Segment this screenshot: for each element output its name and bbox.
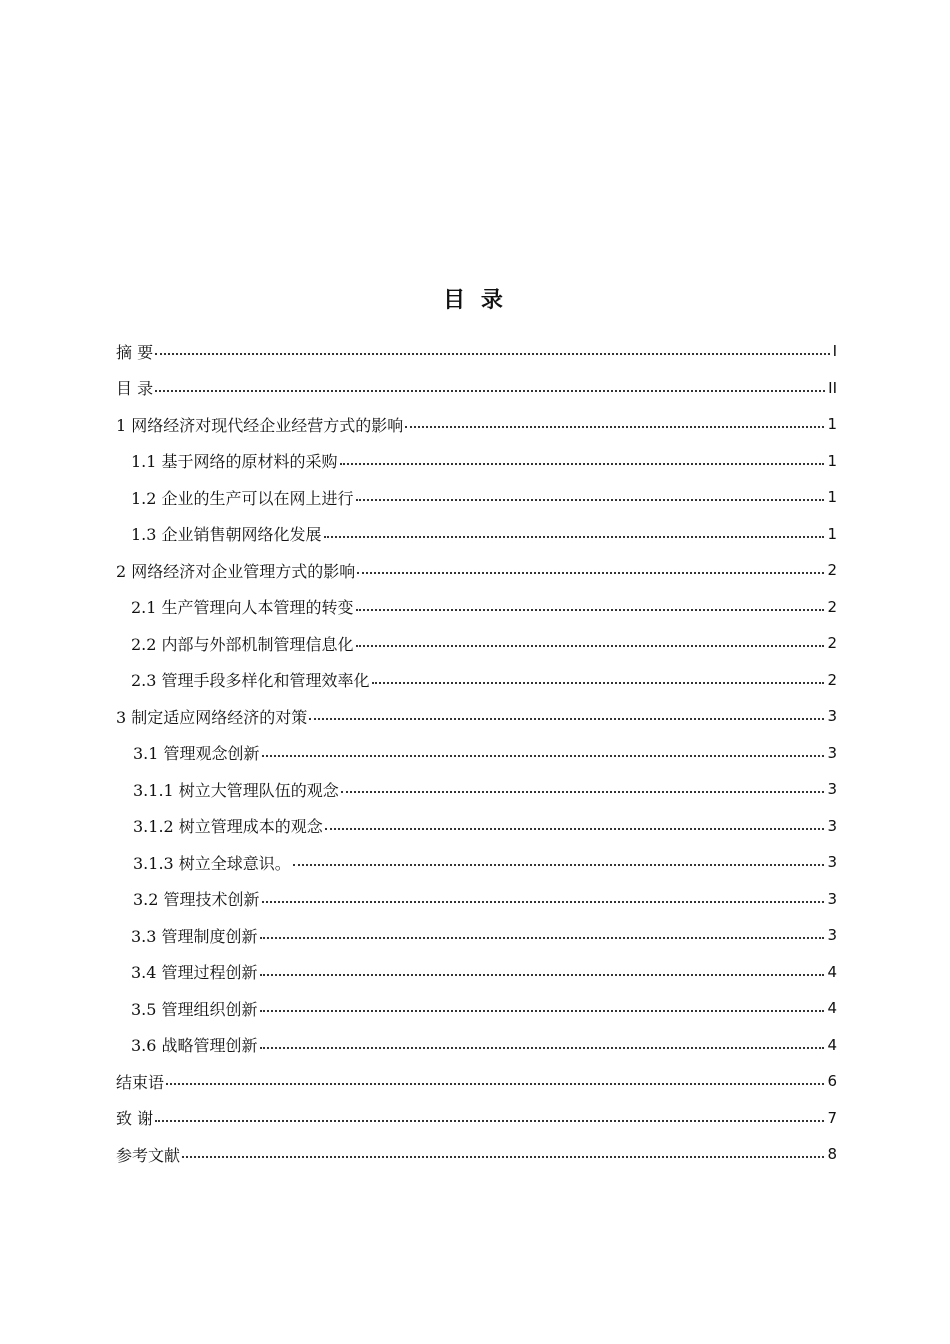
toc-entry-page-number: 3 xyxy=(827,853,837,872)
toc-entry-label: 1.2 企业的生产可以在网上进行 xyxy=(131,488,354,508)
toc-entry-label: 参考文献 xyxy=(116,1145,181,1165)
toc-entry-label: 2 网络经济对企业管理方式的影响 xyxy=(116,561,356,581)
toc-entry-label: 目 录 xyxy=(116,379,154,399)
toc-dot-leader xyxy=(260,974,825,976)
toc-entry-label: 摘 要 xyxy=(116,342,154,362)
toc-entry-label: 1.3 企业销售朝网络化发展 xyxy=(131,525,322,545)
toc-entry[interactable] xyxy=(116,333,837,370)
table-of-contents xyxy=(116,333,837,1173)
toc-dot-leader xyxy=(293,864,825,866)
toc-entry-label: 3.1.3 树立全球意识。 xyxy=(133,853,291,873)
toc-entry[interactable] xyxy=(116,954,837,991)
toc-dot-leader xyxy=(262,901,825,903)
toc-entry-page-number: 4 xyxy=(827,1035,837,1054)
toc-entry[interactable] xyxy=(116,844,837,881)
toc-dot-leader xyxy=(356,499,825,501)
toc-entry-page-number: 1 xyxy=(827,451,837,470)
toc-dot-leader xyxy=(262,755,825,757)
toc-dot-leader xyxy=(356,609,825,611)
toc-entry[interactable] xyxy=(116,589,837,626)
toc-entry[interactable] xyxy=(116,479,837,516)
toc-entry[interactable] xyxy=(116,917,837,954)
toc-entry[interactable] xyxy=(116,1136,837,1173)
toc-dot-leader xyxy=(260,937,825,939)
toc-dot-leader xyxy=(372,682,825,684)
toc-entry-label: 2.2 内部与外部机制管理信息化 xyxy=(131,634,354,654)
toc-entry-page-number: 3 xyxy=(827,780,837,799)
toc-entry[interactable] xyxy=(116,808,837,845)
toc-entry-page-number: 2 xyxy=(827,670,837,689)
toc-entry[interactable] xyxy=(116,516,837,553)
toc-dot-leader xyxy=(155,390,825,392)
toc-entry[interactable] xyxy=(116,370,837,407)
toc-dot-leader xyxy=(309,718,824,720)
toc-dot-leader xyxy=(356,645,825,647)
toc-entry-page-number: 3 xyxy=(827,743,837,762)
toc-dot-leader xyxy=(166,1083,824,1085)
toc-entry[interactable] xyxy=(116,1063,837,1100)
toc-entry-page-number: I xyxy=(832,342,837,361)
toc-entry-page-number: 1 xyxy=(827,524,837,543)
toc-entry-label: 3.1 管理观念创新 xyxy=(133,744,260,764)
toc-entry-label: 3.1.2 树立管理成本的观念 xyxy=(133,817,323,837)
toc-entry-page-number: 2 xyxy=(827,634,837,653)
toc-entry[interactable] xyxy=(116,662,837,699)
toc-entry[interactable] xyxy=(116,625,837,662)
toc-entry-page-number: 3 xyxy=(827,816,837,835)
toc-dot-leader xyxy=(155,1120,824,1122)
toc-entry-page-number: 7 xyxy=(827,1108,837,1127)
toc-dot-leader xyxy=(340,463,825,465)
toc-entry-page-number: 3 xyxy=(827,889,837,908)
toc-entry-label: 3.4 管理过程创新 xyxy=(131,963,258,983)
toc-entry-label: 3.3 管理制度创新 xyxy=(131,926,258,946)
toc-entry-page-number: 2 xyxy=(827,597,837,616)
toc-entry-label: 1.1 基于网络的原材料的采购 xyxy=(131,452,338,472)
toc-entry[interactable] xyxy=(116,1027,837,1064)
toc-dot-leader xyxy=(182,1156,824,1158)
toc-entry-label: 3 制定适应网络经济的对策 xyxy=(116,707,308,727)
toc-entry-page-number: 8 xyxy=(827,1145,837,1164)
toc-entry[interactable] xyxy=(116,735,837,772)
toc-entry-label: 致 谢 xyxy=(116,1109,154,1129)
toc-dot-leader xyxy=(341,791,825,793)
toc-entry-label: 3.5 管理组织创新 xyxy=(131,999,258,1019)
toc-entry-label: 2.3 管理手段多样化和管理效率化 xyxy=(131,671,370,691)
toc-dot-leader xyxy=(260,1047,825,1049)
toc-entry-page-number: 1 xyxy=(827,488,837,507)
toc-dot-leader xyxy=(324,536,825,538)
toc-entry-label: 3.2 管理技术创新 xyxy=(133,890,260,910)
toc-entry[interactable] xyxy=(116,698,837,735)
toc-entry-page-number: 6 xyxy=(827,1072,837,1091)
toc-entry-page-number: 1 xyxy=(827,415,837,434)
toc-dot-leader xyxy=(155,353,829,355)
toc-dot-leader xyxy=(357,572,824,574)
toc-entry[interactable] xyxy=(116,406,837,443)
toc-entry-label: 结束语 xyxy=(116,1072,165,1092)
toc-entry-label: 1 网络经济对现代经企业经营方式的影响 xyxy=(116,415,404,435)
toc-entry-page-number: II xyxy=(828,378,837,397)
toc-entry[interactable] xyxy=(116,881,837,918)
toc-entry-page-number: 4 xyxy=(827,999,837,1018)
toc-entry[interactable] xyxy=(116,1100,837,1137)
toc-entry[interactable] xyxy=(116,443,837,480)
toc-entry[interactable] xyxy=(116,552,837,589)
toc-dot-leader xyxy=(325,828,825,830)
toc-entry-label: 3.1.1 树立大管理队伍的观念 xyxy=(133,780,339,800)
toc-entry[interactable] xyxy=(116,771,837,808)
toc-title: 目 录 xyxy=(443,288,507,313)
toc-entry[interactable] xyxy=(116,990,837,1027)
toc-entry-label: 3.6 战略管理创新 xyxy=(131,1036,258,1056)
toc-entry-page-number: 2 xyxy=(827,561,837,580)
toc-dot-leader xyxy=(405,426,824,428)
toc-entry-page-number: 4 xyxy=(827,962,837,981)
toc-entry-page-number: 3 xyxy=(827,707,837,726)
toc-entry-page-number: 3 xyxy=(827,926,837,945)
toc-dot-leader xyxy=(260,1010,825,1012)
toc-entry-label: 2.1 生产管理向人本管理的转变 xyxy=(131,598,354,618)
